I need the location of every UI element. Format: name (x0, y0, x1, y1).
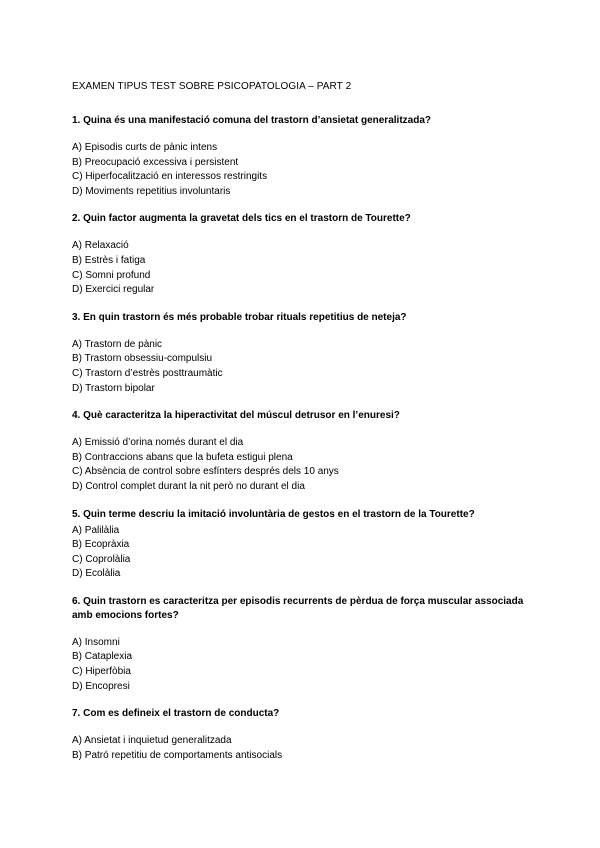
option-a: A) Insomni (72, 636, 120, 648)
option-b: B) Trastorn obsessiu-compulsiu (72, 353, 213, 365)
question-text: 6. Quin trastorn es caracteritza per episodis recurrents de pèrdua de força muscular associada amb emocions fortes? (72, 595, 524, 621)
option-d: D) Control complet durant la nit però no durant el dia (72, 480, 305, 492)
question-4 (72, 409, 532, 494)
option-c: C) Coprolàlia (72, 553, 131, 565)
option-list (72, 436, 532, 494)
question-text: 5. Quin terme descriu la imitació involuntària de gestos en el trastorn de la Tourette? (72, 508, 475, 520)
option-list (72, 239, 532, 297)
question-6 (72, 595, 532, 694)
option-c: C) Somni profund (72, 269, 151, 281)
question-text: 2. Quin factor augmenta la gravetat dels tics en el trastorn de Tourette? (72, 213, 411, 225)
option-b: B) Estrès i fatiga (72, 254, 146, 266)
option-c: C) Trastorn d’estrès posttraumàtic (72, 367, 223, 379)
option-b: B) Patró repetitiu de comportaments antisocials (72, 749, 283, 761)
option-a: A) Trastorn de pànic (72, 338, 163, 350)
option-a: A) Ansietat i inquietud generalitzada (72, 735, 232, 747)
question-2 (72, 212, 532, 297)
document-page (72, 80, 532, 776)
option-b: B) Contraccions abans que la bufeta estigui plena (72, 451, 293, 463)
document-title: EXAMEN TIPUS TEST SOBRE PSICOPATOLOGIA – PART 2 (72, 81, 352, 92)
option-b: B) Cataplexia (72, 651, 133, 663)
option-d: D) Ecolàlia (72, 568, 121, 580)
option-b: B) Ecopràxia (72, 539, 130, 551)
question-3 (72, 311, 532, 396)
option-list (72, 636, 532, 694)
question-7 (72, 707, 532, 763)
option-a: A) Relaxació (72, 240, 129, 252)
question-text: 3. En quin trastorn és més probable trobar rituals repetitius de neteja? (72, 311, 407, 323)
option-c: C) Absència de control sobre esfínters després dels 10 anys (72, 466, 339, 478)
option-a: A) Emissió d’orina només durant el dia (72, 437, 244, 449)
option-list (72, 524, 532, 582)
option-c: C) Hiperfòbia (72, 666, 131, 678)
question-1 (72, 114, 532, 199)
option-b: B) Preocupació excessiva i persistent (72, 156, 239, 168)
question-text: 1. Quina és una manifestació comuna del trastorn d’ansietat generalitzada? (72, 115, 431, 126)
option-d: D) Trastorn bipolar (72, 382, 155, 394)
option-list (72, 734, 532, 763)
question-text: 4. Què caracteritza la hiperactivitat del múscul detrusor en l’enuresi? (72, 410, 400, 422)
option-a: A) Palilàlia (72, 524, 120, 536)
option-list (72, 141, 532, 199)
option-d: D) Moviments repetitius involuntaris (72, 185, 231, 197)
option-d: D) Exercici regular (72, 284, 155, 296)
option-a: A) Episodis curts de pànic intens (72, 142, 218, 153)
option-c: C) Hiperfocalització en interessos restringits (72, 171, 268, 183)
question-text: 7. Com es defineix el trastorn de conducta? (72, 708, 280, 720)
question-5 (72, 508, 532, 582)
option-list (72, 338, 532, 396)
option-d: D) Encopresi (72, 680, 130, 692)
